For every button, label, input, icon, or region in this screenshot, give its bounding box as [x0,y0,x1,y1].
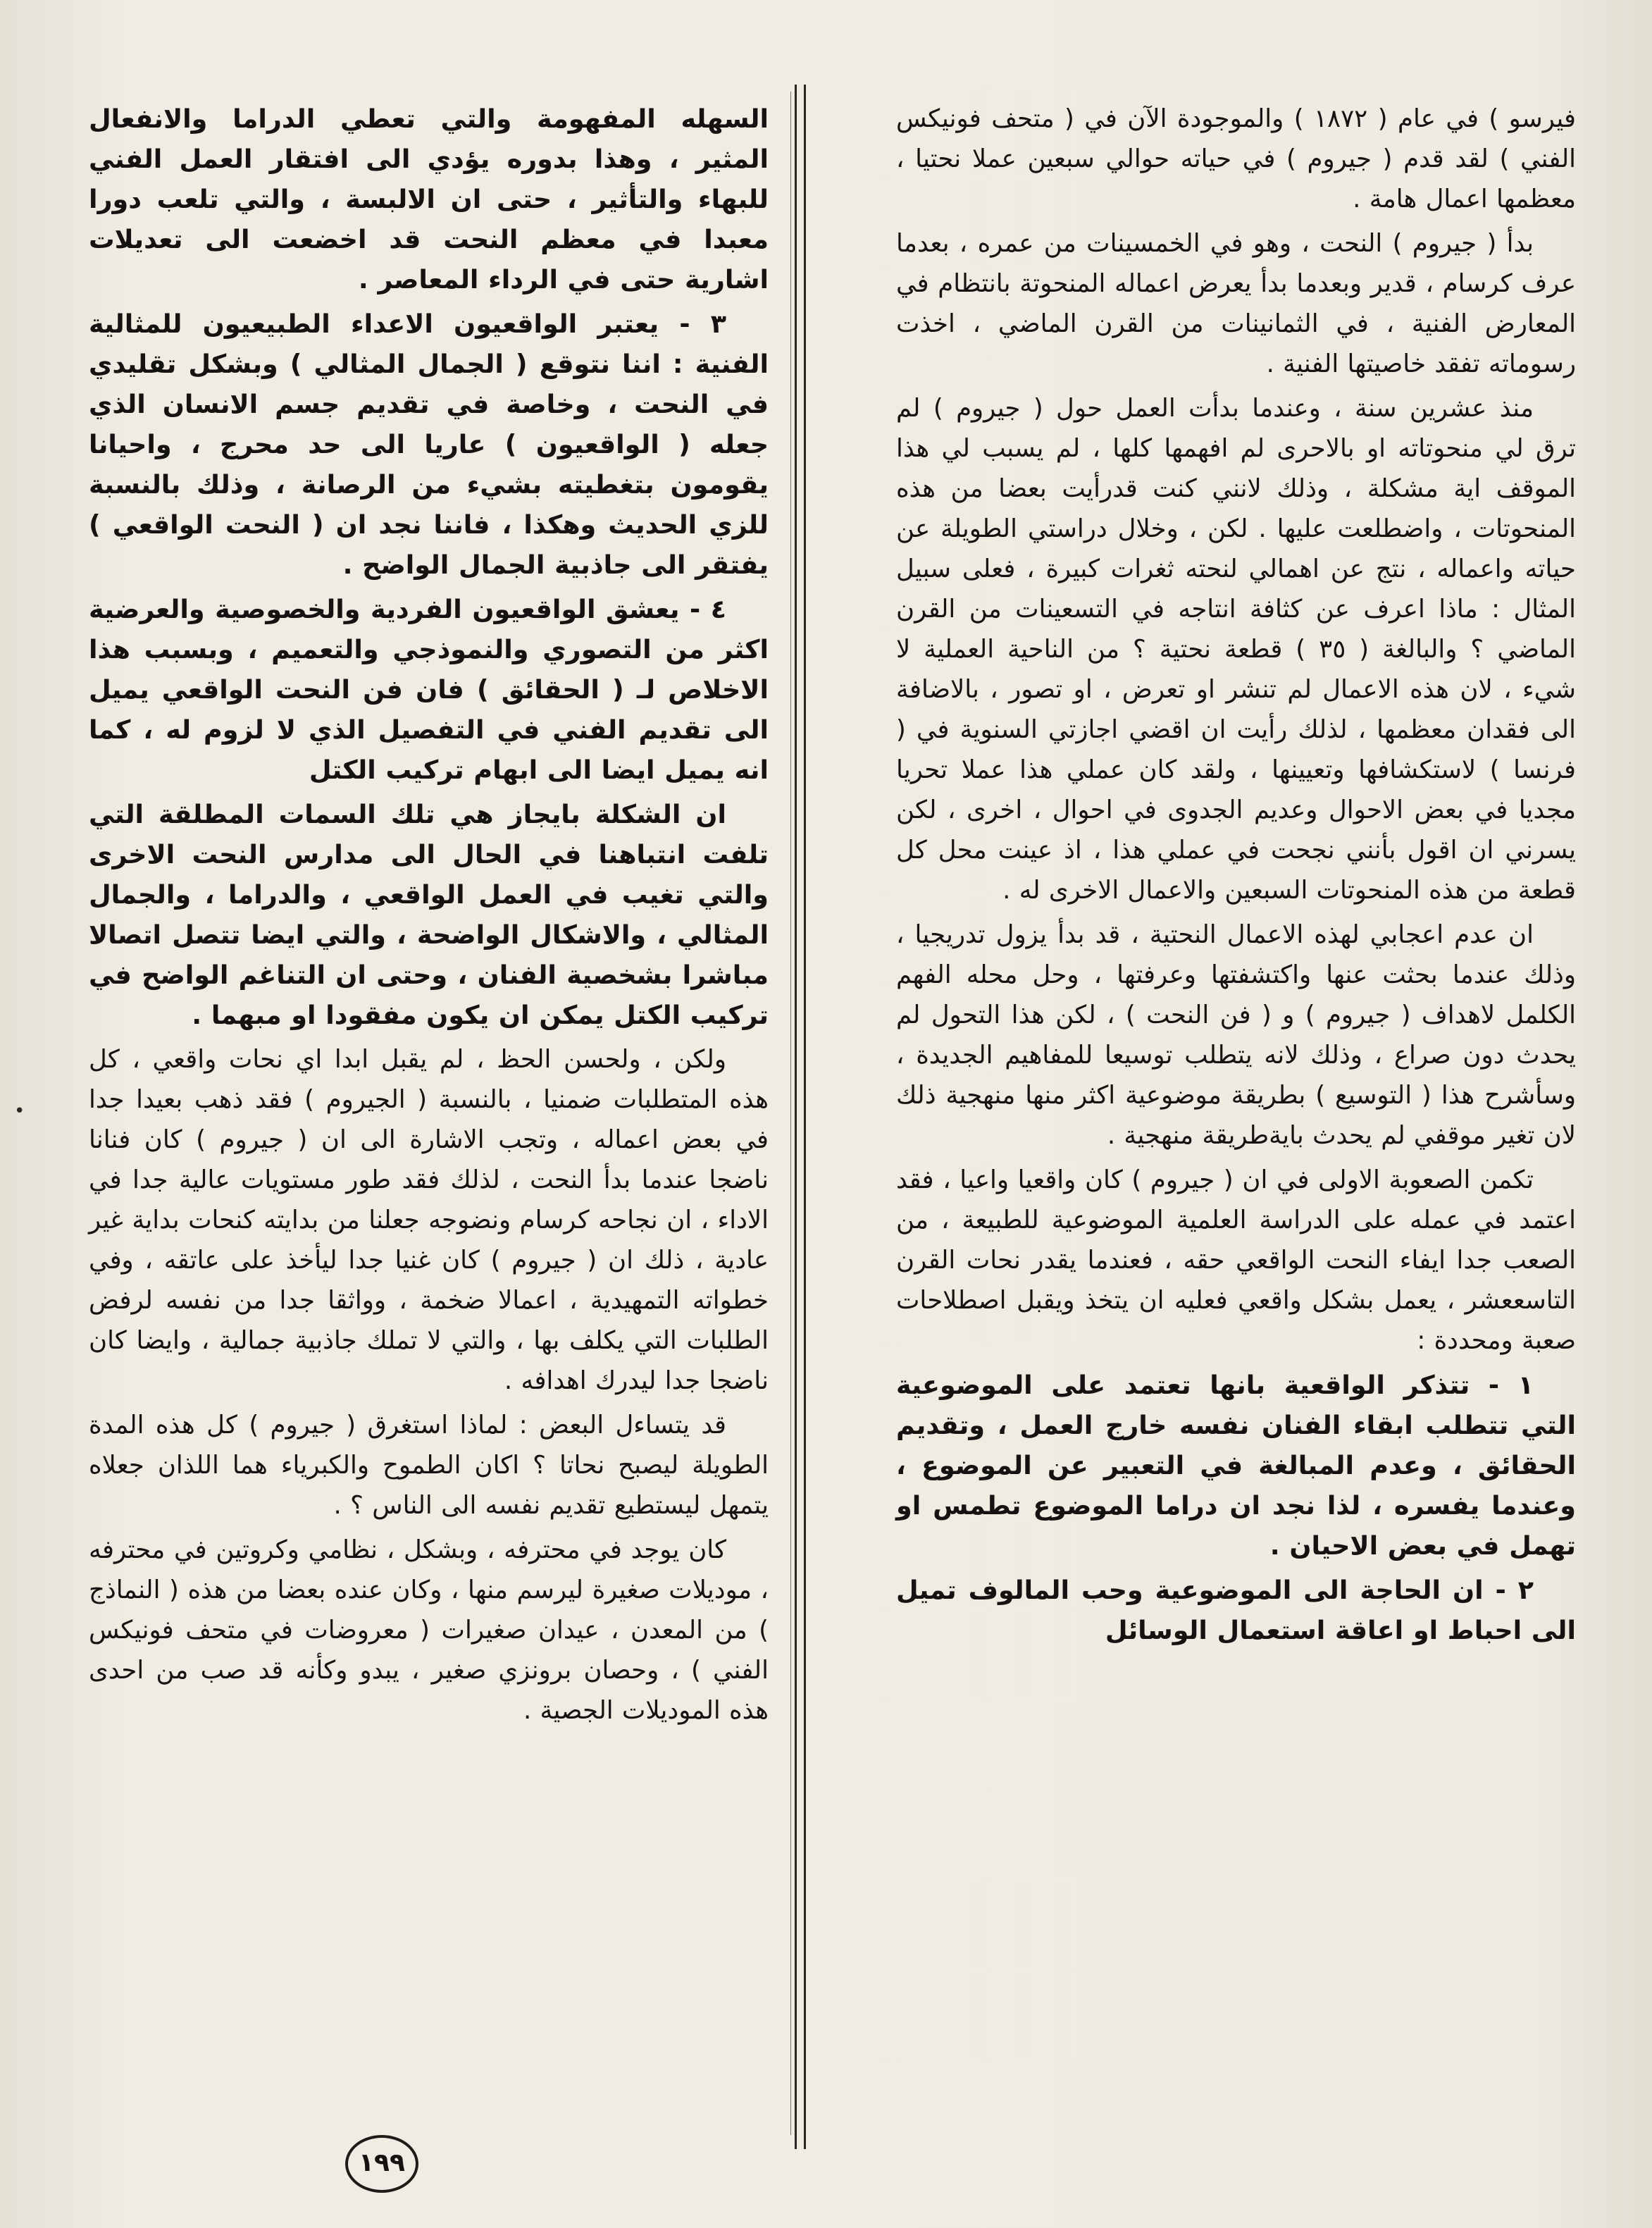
column-divider [795,85,806,2149]
left-column-paragraph: كان يوجد في محترفه ، وبشكل ، نظامي وكروتين في محترفه ، موديلات صغيرة ليرسم منها ، وكان عنده بعضا من هذه ( النماذج ) من المعدن ، عيدان صغيرات ( معروضات في متحف فونيكس الفني ) ، وحصان برونزي صغير ، يبدو وكأنه قد صب من احدى هذه الموديلات الجصية . [89,1535,769,1725]
right-column-paragraph: فيرسو ) في عام ( ١٨٧٢ ) والموجودة الآن في ( متحف فونيكس الفني ) لقد قدم ( جيروم ) في حياته حوالي سبعين عملا نحتيا ، معظمها اعمال هامة . [896,104,1577,213]
column-divider-thin [790,92,791,2135]
margin-bullet-mark: • [14,1101,25,1122]
page-number: ١٩٩ [345,2135,418,2193]
left-column [89,99,769,1735]
left-column-paragraph: السهله المفهومة والتي تعطي الدراما والانفعال المثير ، وهذا بدوره يؤدي الى افتقار العمل الفني للبهاء والتأثير ، حتى ان الالبسة ، والتي تلعب دورا معبدا في معظم النحت قد اخضعت الى تعديلات اشارية حتى في الرداء المعاصر . [89,104,769,295]
right-column-paragraph: بدأ ( جيروم ) النحت ، وهو في الخمسينات من عمره ، بعدما عرف كرسام ، قدير وبعدما بدأ يعرض اعماله المنحوتة بانتظام في المعارض الفنية ، في الثمانينات من القرن الماضي ، اخذت رسوماته تفقد خاصيتها الفنية . [896,229,1576,378]
right-column [896,99,1576,1654]
right-column-paragraph: منذ عشرين سنة ، وعندما بدأت العمل حول ( جيروم ) لم ترق لي منحوتاته او بالاحرى لم افهمها كلها ، لم يسبب لي هذا الموقف اية مشكلة ، وذلك لانني كنت قدرأيت بعضا من هذه المنحوتات ، واضطلعت عليها . لكن ، وخلال دراستي الطويلة عن حياته واعماله ، نتج عن اهمالي لنحته ثغرات كبيرة ، فعلى سبيل المثال : ماذا اعرف عن كثافة انتاجه في التسعينات من القرن الماضي ؟ والبالغة ( ٣٥ ) قطعة نحتية ؟ من الناحية العملية لا شيء ، لان هذه الاعمال لم تنشر او تعرض ، او تصور ، بالاضافة الى فقدان معظمها ، لذلك رأيت ان اقضي اجازتي السنوية في ( فرنسا ) لاستكشافها وتعيينها ، ولقد كان عملي هذا عملا تحريا مجديا في بعض الاحوال وعديم الجدوى في احوال ، اخرى ، لكن يسرني ان اقول بأنني نجحت في عملي هذا ، اذ عينت محل كل قطعة من هذه المنحوتات السبعين والاعمال الاخرى له . [896,394,1576,905]
left-column-paragraph: ولكن ، ولحسن الحظ ، لم يقبل ابدا اي نحات واقعي ، كل هذه المتطلبات ضمنيا ، بالنسبة ( الجيروم ) فقد ذهب بعيدا جدا في بعض اعماله ، وتجب الاشارة الى ان ( جيروم ) كان فنانا ناضجا عندما بدأ النحت ، لذلك فقد طور مستويات عالية جدا في الاداء ، ان نجاحه كرسام ونضوجه جعلنا من بدايته كنحات بداية غير عادية ، ذلك ان ( جيروم ) كان غنيا جدا ليأخذ على عاتقه ، وفي خطواته التمهيدية ، اعمالا ضخمة ، وواثقا جدا من نفسه لرفض الطلبات التي يكلف بها ، والتي لا تملك جاذبية جمالية ، وايضا كان ناضجا جدا ليدرك اهدافه . [89,1045,769,1395]
left-column-paragraph: قد يتساءل البعض : لماذا استغرق ( جيروم ) كل هذه المدة الطويلة ليصبح نحاتا ؟ اكان الطموح والكبرياء هما اللذان جعلاه يتمهل ليستطيع تقديم نفسه الى الناس ؟ . [89,1411,769,1520]
right-column-paragraph: تكمن الصعوبة الاولى في ان ( جيروم ) كان واقعيا واعيا ، فقد اعتمد في عمله على الدراسة العلمية الموضوعية للطبيعة ، من الصعب جدا ايفاء النحت الواقعي حقه ، فعندما يقدر نحات القرن التاسععشر ، يعمل بشكل واقعي فعليه ان يتخذ ويقبل اصطلاحات صعبة ومحددة : [896,1165,1576,1355]
right-column-paragraph: ١ - تتذكر الواقعية بانها تعتمد على الموضوعية التي تتطلب ابقاء الفنان نفسه خارج العمل ، وتقديم الحقائق ، وعدم المبالغة في التعبير عن الموضوع ، وعندما يفسره ، لذا نجد ان دراما الموضوع تطمس او تهمل في بعض الاحيان . [896,1370,1576,1561]
right-column-paragraph: ان عدم اعجابي لهذه الاعمال النحتية ، قد بدأ يزول تدريجيا ، وذلك عندما بحثت عنها واكتشفتها وعرفتها ، وحل محله الفهم الكلمل لاهداف ( جيروم ) و ( فن النحت ) ، لكن هذا التحول لم يحدث دون صراع ، وذلك لانه يتطلب توسيعا للمفاهيم الجديدة ، وسأشرح هذا ( التوسيع ) بطريقة موضوعية اكثر منها منهجية ذلك لان تغير موقفي لم يحدث بايةطريقة منهجية . [896,920,1576,1150]
left-column-paragraph: ان الشكلة بايجاز هي تلك السمات المطلقة التي تلفت انتباهنا في الحال الى مدارس النحت الاخرى والتي تغيب في العمل الواقعي ، والدراما ، والجمال المثالي ، والاشكال الواضحة ، والتي ايضا تتصل اتصالا مباشرا بشخصية الفنان ، وحتى ان التناغم الواضح في تركيب الكتل يمكن ان يكون مفقودا او مبهما . [89,799,769,1030]
left-column-paragraph: ٤ - يعشق الواقعيون الفردية والخصوصية والعرضية اكثر من التصوري والنموذجي والتعميم ، وبسبب هذا الاخلاص لـ ( الحقائق ) فان فن النحت الواقعي يميل الى تقديم الفني في التفصيل الذي لا لزوم له ، كما انه يميل ايضا الى ابهام تركيب الكتل [89,594,769,785]
left-column-paragraph: ٣ - يعتبر الواقعيون الاعداء الطبيعيون للمثالية الفنية : اننا نتوقع ( الجمال المثالي ) وبشكل تقليدي في النحت ، وخاصة في تقديم جسم الانسان الذي جعله ( الواقعيون ) عاريا الى حد محرج ، واحيانا يقومون بتغطيته بشيء من الرصانة ، وذلك بالنسبة للزي الحديث وهكذا ، فاننا نجد ان ( النحت الواقعي ) يفتقر الى جاذبية الجمال الواضح . [89,309,769,580]
right-column-paragraph: ٢ - ان الحاجة الى الموضوعية وحب المالوف تميل الى احباط او اعاقة استعمال الوسائل [896,1575,1576,1645]
